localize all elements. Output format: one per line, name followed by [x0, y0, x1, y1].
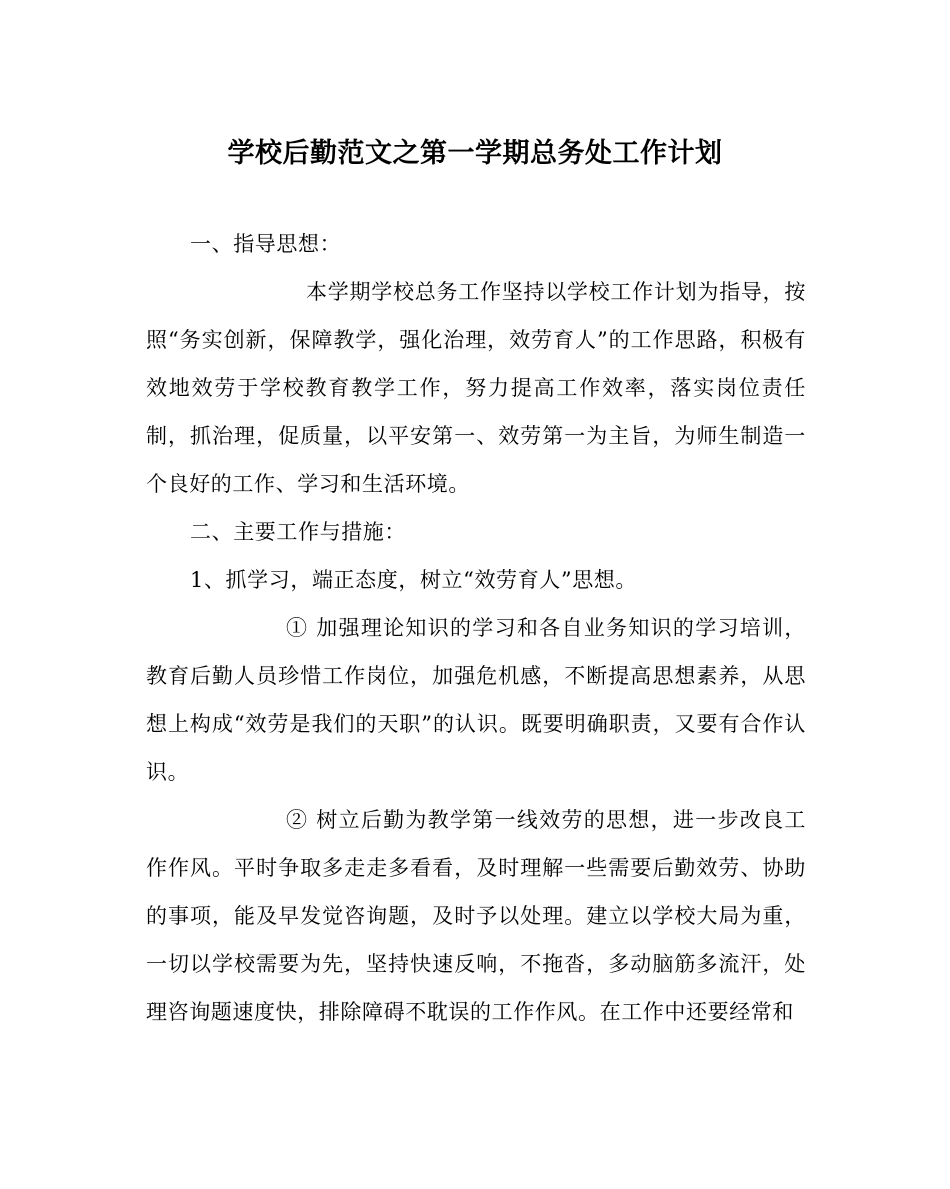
document-body: [146, 220, 806, 1036]
subheading-study: 1、抓学习，端正态度，树立“效劳育人”思想。: [190, 568, 638, 592]
section-heading-main-work: 二、主要工作与措施：: [190, 520, 406, 544]
paragraph-guiding-ideology: 本学期学校总务工作坚持以学校工作计划为指导，按照“务实创新，保障教学，强化治理，效劳育人”的工作思路，积极有效地效劳于学校教育教学工作，努力提高工作效率，落实岗位责任制，抓治理，促质量，以平安第一、效劳第一为主旨，为师生制造一个良好的工作、学习和生活环境。: [146, 280, 806, 496]
paragraph-item-2: ② 树立后勤为教学第一线效劳的思想，进一步改良工作作风。平时争取多走走多看看，及时理解一些需要后勤效劳、协助的事项，能及早发觉咨询题，及时予以处理。建立以学校大局为重，一切以学校需要为先，坚持快速反响，不拖沓，多动脑筋多流汗，处理咨询题速度快，排除障碍不耽误的工作作风。在工作中还要经常和: [146, 808, 806, 1024]
paragraph-item-1: ① 加强理论知识的学习和各自业务知识的学习培训，教育后勤人员珍惜工作岗位，加强危机感，不断提高思想素养，从思想上构成“效劳是我们的天职”的认识。既要明确职责，又要有合作认识。: [146, 616, 806, 784]
section-heading-guiding-ideology: 一、指导思想：: [190, 232, 342, 256]
document-title: 学校后勤范文之第一学期总务处工作计划: [227, 138, 723, 169]
